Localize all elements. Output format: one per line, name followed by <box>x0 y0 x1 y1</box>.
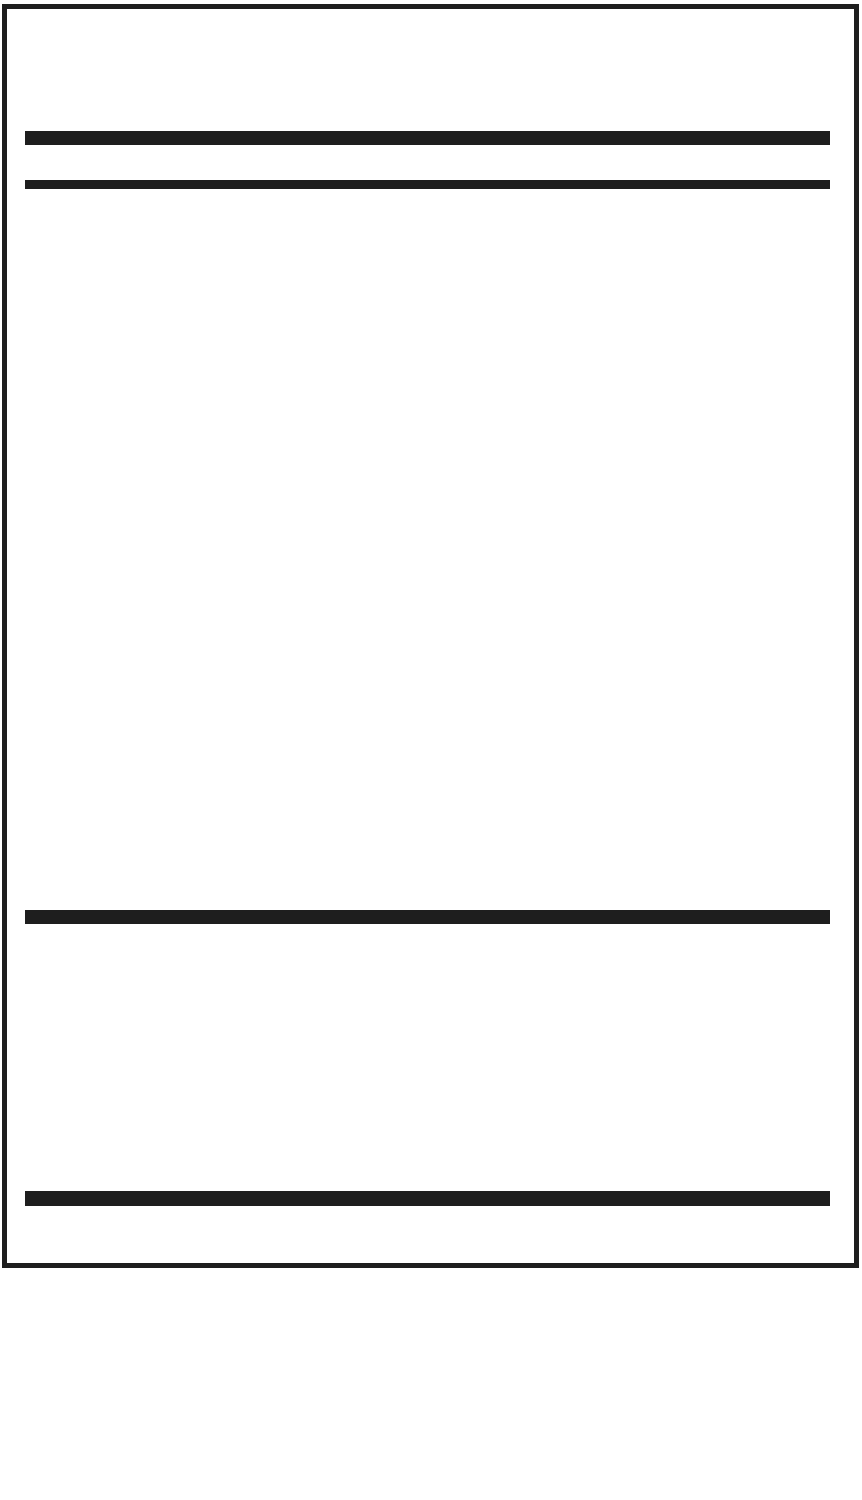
divider-bottom <box>25 1191 830 1206</box>
divider-header <box>25 180 830 189</box>
divider-section <box>25 910 830 924</box>
supplement-facts-panel <box>2 4 859 1268</box>
divider-thick-top <box>25 131 830 145</box>
